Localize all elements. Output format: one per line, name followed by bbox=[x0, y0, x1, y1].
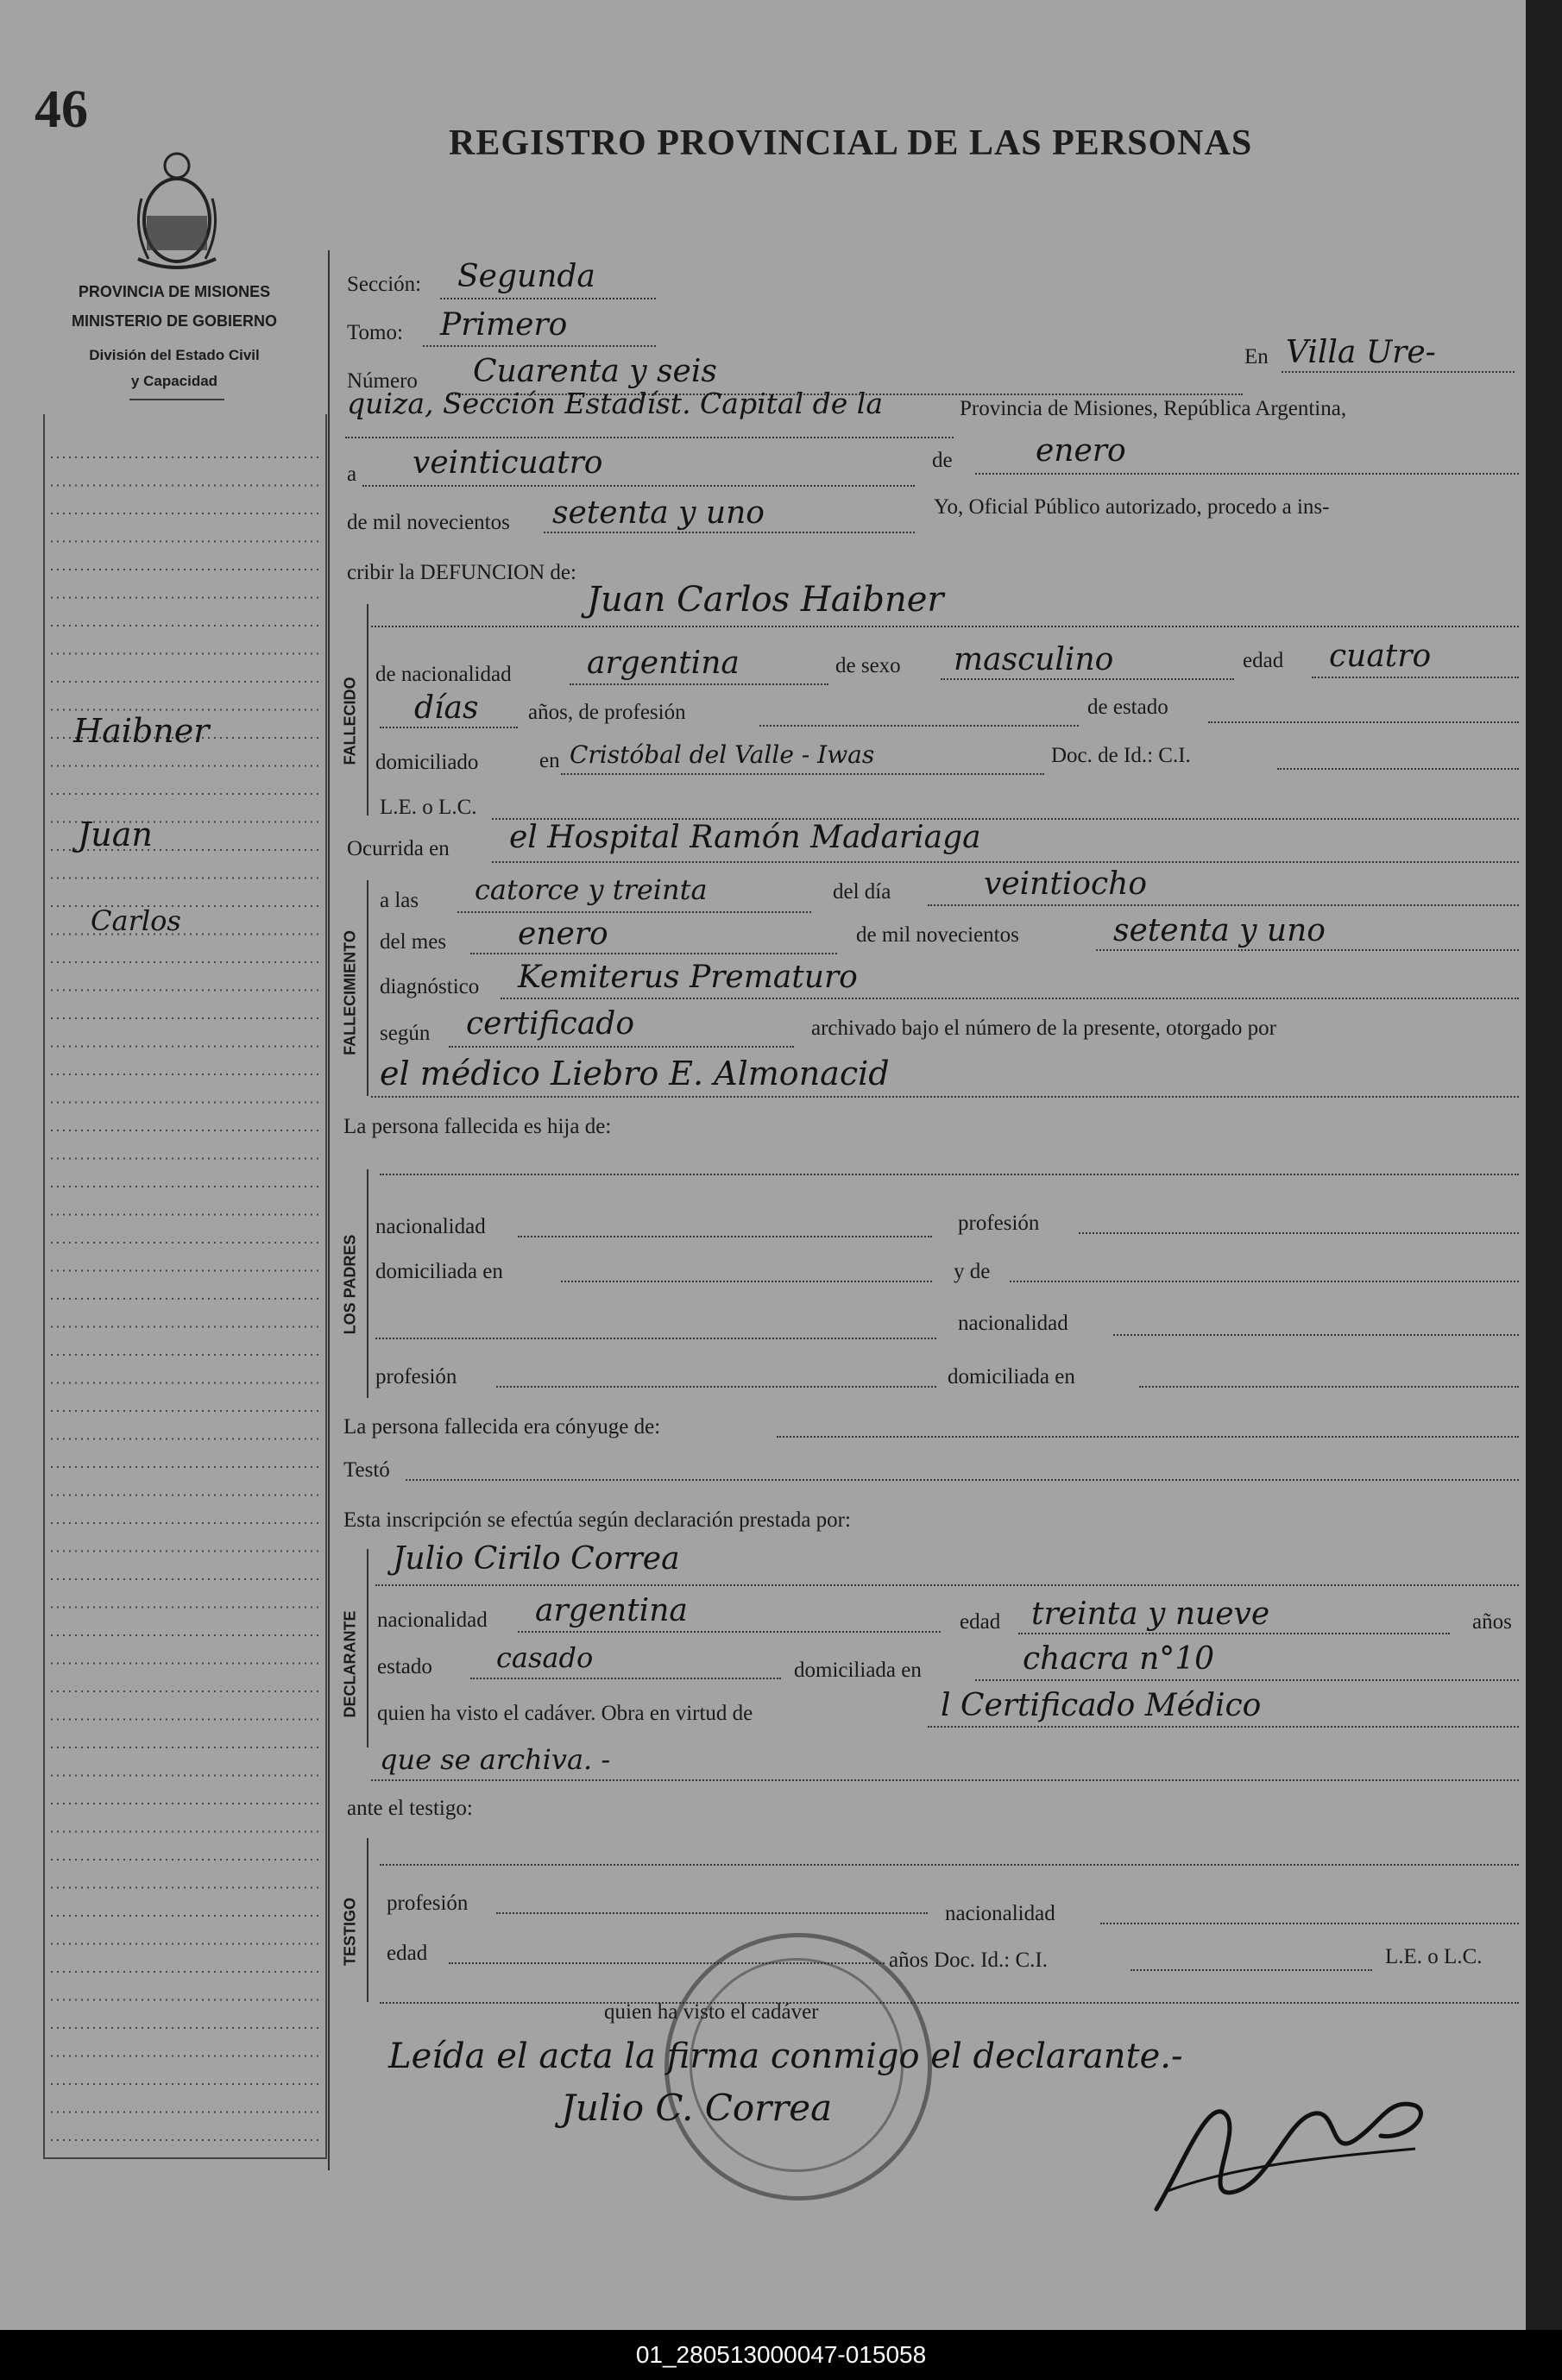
numero-value: Cuarenta y seis bbox=[473, 354, 717, 389]
quien-visto-label: quien ha visto el cadáver. Obra en virtud de bbox=[377, 1702, 753, 1725]
provincia-text: Provincia de Misiones, República Argentina, bbox=[960, 397, 1347, 420]
estado-line bbox=[1208, 721, 1519, 723]
testigo-section-label: TESTIGO bbox=[341, 1898, 359, 1967]
coat-of-arms-icon bbox=[129, 147, 224, 276]
heading-underline bbox=[129, 399, 224, 400]
anio-fallec-line bbox=[1096, 949, 1519, 951]
numero-label: Número bbox=[347, 369, 418, 393]
fallecido-section-label: FALLECIDO bbox=[341, 677, 359, 765]
quien-cont-line bbox=[371, 1779, 1519, 1781]
declarante-name-line bbox=[375, 1584, 1519, 1586]
leida-text: Leída el acta la firma conmigo el declarante.- bbox=[388, 2037, 1183, 2076]
padres-section-label: LOS PADRES bbox=[341, 1234, 359, 1335]
margin-dotted-lines bbox=[47, 431, 322, 2149]
declarante-bracket bbox=[367, 1549, 368, 1747]
dia-line bbox=[362, 485, 915, 487]
padre-name-line bbox=[380, 1174, 1519, 1175]
padre-domiciliada-line bbox=[561, 1281, 932, 1282]
testo-line bbox=[406, 1479, 1519, 1481]
decl-domiciliada-line bbox=[975, 1679, 1519, 1681]
fallecido-bracket bbox=[367, 604, 368, 815]
tomo-line bbox=[423, 345, 656, 347]
decl-nacionalidad-label: nacionalidad bbox=[377, 1609, 488, 1632]
mes-label: de bbox=[932, 449, 953, 472]
conyuge-line bbox=[777, 1436, 1519, 1438]
nacionalidad-line bbox=[570, 683, 828, 685]
anio-line bbox=[544, 532, 915, 533]
edad-value: cuatro bbox=[1329, 639, 1432, 674]
inscripcion-text: Esta inscripción se efectúa según declaración prestada por: bbox=[343, 1508, 851, 1532]
sexo-line bbox=[941, 678, 1234, 680]
image-filename-bar: 01_280513000047-015058 bbox=[0, 2330, 1562, 2380]
hora-label: a las bbox=[380, 889, 419, 912]
anio-value: setenta y uno bbox=[552, 495, 765, 531]
decl-estado-label: estado bbox=[377, 1655, 432, 1678]
decl-nacionalidad-value: argentina bbox=[535, 1593, 688, 1628]
tomo-label: Tomo: bbox=[347, 321, 403, 344]
declarante-signature: Julio C. Correa bbox=[561, 2087, 833, 2129]
segun-line bbox=[449, 1046, 794, 1048]
decl-estado-value: casado bbox=[496, 1641, 594, 1674]
madre-nacionalidad-line bbox=[1113, 1334, 1519, 1336]
madre-name-line bbox=[1010, 1281, 1519, 1282]
profesion-line bbox=[759, 725, 1079, 727]
padre-nacionalidad-line bbox=[518, 1236, 932, 1237]
testo-label: Testó bbox=[343, 1458, 390, 1482]
page-title: REGISTRO PROVINCIAL DE LAS PERSONAS bbox=[449, 123, 1253, 163]
estado-label: de estado bbox=[1087, 696, 1168, 719]
province-heading: PROVINCIA DE MISIONES bbox=[78, 283, 271, 300]
anio-label: de mil novecientos bbox=[347, 511, 510, 534]
segun-label: según bbox=[380, 1022, 431, 1045]
test-le-label: L.E. o L.C. bbox=[1385, 1945, 1483, 1968]
dia-fallec-line bbox=[928, 904, 1519, 906]
diagnostico-line bbox=[501, 998, 1519, 999]
test-nacionalidad-label: nacionalidad bbox=[945, 1902, 1055, 1925]
mes-fallec-label: del mes bbox=[380, 930, 447, 954]
test-profesion-line bbox=[496, 1912, 928, 1914]
mes-value: enero bbox=[1036, 433, 1126, 469]
dia-fallec-value: veintiocho bbox=[984, 866, 1148, 902]
sexo-value: masculino bbox=[954, 642, 1114, 677]
hora-value: catorce y treinta bbox=[475, 873, 708, 906]
official-signature-icon bbox=[1131, 2062, 1441, 2235]
conyuge-label: La persona fallecida era cónyuge de: bbox=[343, 1415, 661, 1439]
madre-y-de-label: y de bbox=[954, 1260, 991, 1283]
a-label: a bbox=[347, 463, 357, 486]
testigo-name-line bbox=[380, 1864, 1519, 1866]
ante-testigo-label: ante el testigo: bbox=[347, 1797, 473, 1820]
madre-domiciliada-line bbox=[1139, 1386, 1519, 1388]
padre-nacionalidad-label: nacionalidad bbox=[375, 1215, 486, 1238]
edad-label: edad bbox=[1243, 649, 1284, 672]
ministry-heading: MINISTERIO DE GOBIERNO bbox=[71, 312, 278, 330]
place-line bbox=[345, 437, 954, 438]
madre-domiciliada-label: domiciliada en bbox=[948, 1365, 1075, 1388]
margin-second-name: Carlos bbox=[91, 904, 181, 937]
hora-line bbox=[457, 911, 811, 913]
seccion-label: Sección: bbox=[347, 273, 422, 296]
domiciliado-label: domiciliado bbox=[375, 751, 479, 774]
test-le-line bbox=[380, 2002, 1519, 2004]
madre-profesion-line bbox=[496, 1386, 936, 1388]
testigo-bracket bbox=[367, 1838, 368, 2002]
padre-extra-line bbox=[375, 1338, 936, 1339]
domiciliado-en: en bbox=[539, 749, 560, 772]
test-doc-line bbox=[1131, 1969, 1372, 1971]
doc-id-label: Doc. de Id.: C.I. bbox=[1051, 744, 1191, 767]
tomo-value: Primero bbox=[440, 307, 568, 343]
test-edad-label: edad bbox=[387, 1942, 428, 1965]
decl-estado-line bbox=[470, 1678, 781, 1679]
doc-id-line bbox=[1277, 768, 1519, 770]
nacionalidad-label: de nacionalidad bbox=[375, 663, 512, 686]
edad-cont-line bbox=[380, 727, 518, 728]
padre-domiciliada-label: domiciliada en bbox=[375, 1260, 503, 1283]
seccion-value: Segunda bbox=[457, 259, 595, 294]
test-quien-label: quien ha visto el cadáver bbox=[604, 2000, 819, 2024]
decl-edad-label: edad bbox=[960, 1610, 1001, 1634]
padre-profesion-label: profesión bbox=[958, 1212, 1040, 1235]
margin-first-name: Juan bbox=[78, 815, 153, 853]
capacity-heading: y Capacidad bbox=[130, 373, 218, 389]
ocurrida-line bbox=[492, 861, 1519, 863]
decl-anos-label: años bbox=[1472, 1610, 1512, 1634]
le-lc-label: L.E. o L.C. bbox=[380, 796, 477, 819]
nacionalidad-value: argentina bbox=[587, 645, 740, 681]
medico-line bbox=[371, 1096, 1519, 1098]
profesion-label: años, de profesión bbox=[528, 701, 686, 724]
segun-value: certificado bbox=[466, 1006, 635, 1042]
padre-profesion-line bbox=[1079, 1232, 1519, 1234]
domiciliado-line bbox=[561, 773, 1044, 775]
fallecido-name: Juan Carlos Haibner bbox=[587, 580, 944, 620]
diagnostico-value: Kemiterus Prematuro bbox=[518, 960, 858, 995]
edad-continuation: días bbox=[414, 690, 479, 726]
form-left-border bbox=[328, 250, 330, 2170]
fallecimiento-section-label: FALLECIMIENTO bbox=[341, 930, 359, 1055]
decl-edad-value: treinta y nueve bbox=[1031, 1596, 1270, 1632]
domiciliado-value: Cristóbal del Valle - Iwas bbox=[570, 740, 875, 769]
oficial-text: Yo, Oficial Público autorizado, procedo a ins- bbox=[934, 495, 1330, 519]
test-nacionalidad-line bbox=[1100, 1923, 1519, 1924]
mes-fallec-line bbox=[470, 953, 837, 954]
hija-de-text: La persona fallecida es hija de: bbox=[343, 1115, 612, 1138]
en-value: Villa Ure- bbox=[1286, 335, 1436, 370]
quien-visto-line bbox=[928, 1726, 1519, 1728]
anio-fallec-label: de mil novecientos bbox=[856, 923, 1019, 947]
medico-value: el médico Liebro E. Almonacid bbox=[380, 1055, 890, 1092]
ocurrida-value: el Hospital Ramón Madariaga bbox=[509, 820, 981, 855]
test-profesion-label: profesión bbox=[387, 1892, 469, 1915]
seccion-line bbox=[440, 298, 656, 299]
inscribir-text: cribir la DEFUNCION de: bbox=[347, 561, 576, 584]
madre-profesion-label: profesión bbox=[375, 1365, 457, 1388]
dia-fallec-label: del día bbox=[833, 880, 891, 904]
place-continuation: quiza, Sección Estadíst. Capital de la bbox=[347, 387, 884, 420]
division-heading: División del Estado Civil bbox=[89, 347, 260, 363]
diagnostico-label: diagnóstico bbox=[380, 975, 480, 998]
quien-continuation: que se archiva. - bbox=[380, 1743, 611, 1776]
fallecimiento-bracket bbox=[367, 880, 368, 1096]
madre-nacionalidad-label: nacionalidad bbox=[958, 1312, 1068, 1335]
sexo-label: de sexo bbox=[835, 654, 901, 677]
decl-domiciliada-value: chacra n°10 bbox=[1023, 1641, 1215, 1677]
test-anos-label: años Doc. Id.: C.I. bbox=[889, 1949, 1048, 1972]
declarante-section-label: DECLARANTE bbox=[341, 1610, 359, 1718]
mes-fallec-value: enero bbox=[518, 916, 608, 952]
decl-domiciliada-label: domiciliada en bbox=[794, 1659, 922, 1682]
anio-fallec-value: setenta y uno bbox=[1113, 913, 1326, 948]
fallecido-name-line bbox=[371, 626, 1519, 627]
decl-edad-line bbox=[1018, 1633, 1450, 1634]
padres-bracket bbox=[367, 1169, 368, 1398]
en-label: En bbox=[1244, 345, 1269, 368]
edad-line bbox=[1312, 677, 1519, 678]
page-number: 46 bbox=[35, 80, 88, 139]
quien-visto-value: l Certificado Médico bbox=[941, 1688, 1262, 1723]
book-spine bbox=[1526, 0, 1562, 2330]
en-line bbox=[1282, 371, 1515, 373]
margin-surname: Haibner bbox=[73, 712, 210, 750]
archivado-text: archivado bajo el número de la presente, otorgado por bbox=[811, 1017, 1276, 1040]
mes-line bbox=[975, 473, 1519, 475]
dia-value: veinticuatro bbox=[413, 445, 603, 481]
declarante-name: Julio Cirilo Correa bbox=[393, 1541, 680, 1577]
decl-nacionalidad-line bbox=[518, 1631, 941, 1633]
ocurrida-label: Ocurrida en bbox=[347, 837, 450, 860]
